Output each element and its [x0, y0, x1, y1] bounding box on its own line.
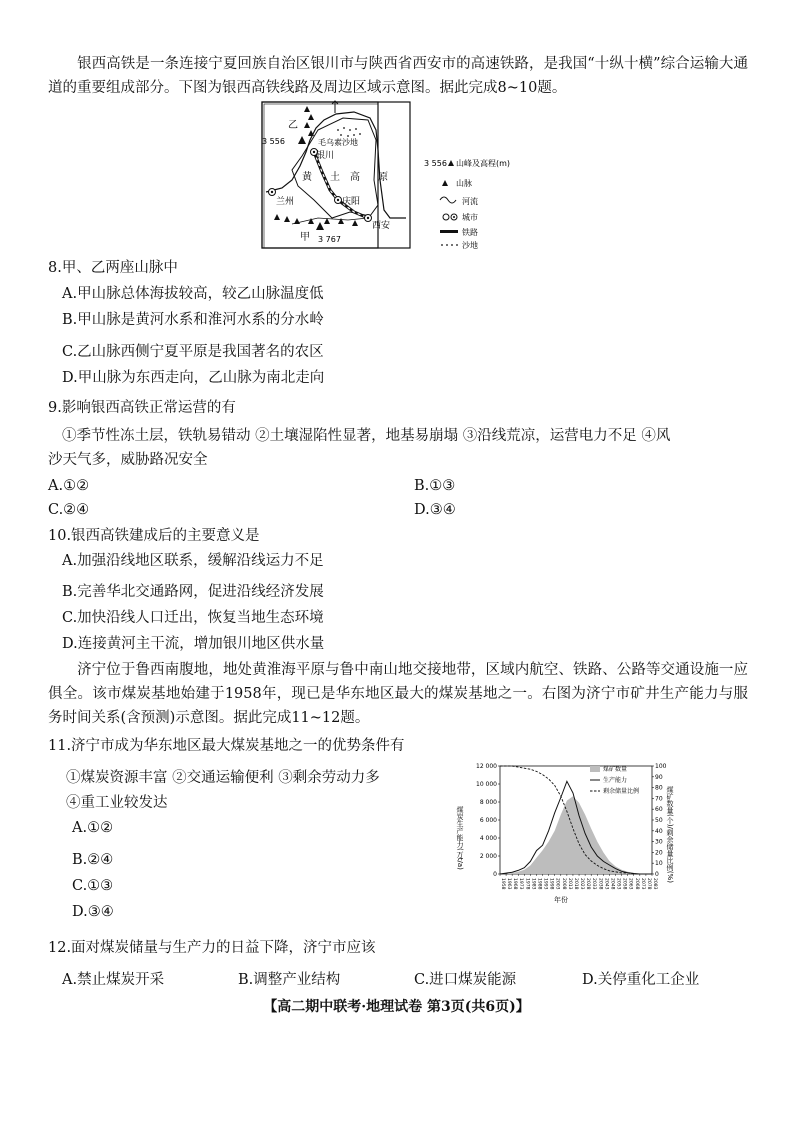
chart-y2tick-label: 30 [655, 838, 663, 846]
legend-city-icon [443, 214, 449, 220]
chart-xtick-label: 2053 [615, 878, 621, 890]
chart-y2tick-label: 60 [655, 806, 663, 814]
label-tu: 土 [330, 172, 340, 183]
chart-xlabel: 年份 [554, 896, 568, 904]
q8-option-c: C.乙山脉西侧宁夏平原是我国著名的农区 [62, 344, 324, 360]
chart-xtick-label: 2008 [560, 878, 566, 890]
label-yinchuan: 银川 [316, 151, 335, 161]
chart-y2tick-label: 70 [655, 795, 663, 803]
desert-dots [337, 127, 361, 137]
chart-xtick-label: 2078 [645, 878, 651, 890]
q10-stem: 10.银西高铁建成后的主要意义是 [48, 528, 260, 544]
chart-ytick-label: 10 000 [476, 781, 497, 788]
chart-y2tick-label: 100 [655, 763, 667, 770]
q10-option-d: D.连接黄河主干流，增加银川地区供水量 [62, 636, 325, 652]
wei-river [292, 218, 368, 224]
q9-items-line1: ①季节性冻土层，铁轨易错动 ②土壤湿陷性显著，地基易崩塌 ③沿线荒凉，运营电力不足 ④风 [62, 428, 671, 444]
label-desert: 毛乌素沙地 [318, 138, 358, 147]
label-huang: 黄 [302, 172, 312, 183]
passage-2: 济宁位于鲁西南腹地，地处黄淮海平原与鲁中南山地交接地带，区域内航空、铁路、公路等交通设施一应俱全。该市煤炭基地始建于1958年，现已是华东地区最大的煤炭基地之一。右图为济宁市矿井生产能力与服务时间关系(含预测)示意图。据此完成11~12题。 [48, 662, 748, 726]
chart-ylabel: 煤炭生产能力(万t/a) [456, 806, 464, 870]
legend-peak-icon [448, 160, 454, 166]
q8-option-d: D.甲山脉为东西走向，乙山脉为南北走向 [62, 370, 325, 386]
q9-option-c: C.②④ [48, 502, 90, 518]
chart-xtick-label: 2043 [603, 878, 609, 890]
chart-xtick-label: 1983 [530, 878, 536, 890]
north-arrow-icon [332, 101, 338, 113]
svg-text:铁路: 铁路 [462, 228, 478, 237]
svg-text:沙地: 沙地 [462, 241, 478, 250]
chart-xtick-label: 2063 [627, 878, 633, 890]
q12-option-a: A.禁止煤炭开采 [62, 972, 165, 988]
chart-xtick-label: 2003 [554, 878, 560, 890]
q10-option-b: B.完善华北交通路网，促进沿线经济发展 [62, 584, 324, 600]
q11-option-b: B.②④ [72, 852, 114, 868]
q9-option-a: A.①② [48, 478, 90, 494]
legend-desert-icon [441, 244, 458, 246]
label-peak-yi: 3 556 [262, 137, 285, 146]
q9-items-line2: 沙天气多，威胁路况安全 [48, 452, 208, 468]
chart-y2tick-label: 90 [655, 773, 663, 781]
q11-items-line1: ①煤炭资源丰富 ②交通运输便利 ③剩余劳动力多 [66, 770, 380, 786]
label-lanzhou: 兰州 [276, 197, 295, 207]
chart-xtick-label: 1968 [512, 878, 518, 890]
chart-ytick-label: 4 000 [479, 835, 497, 842]
q11-option-d: D.③④ [72, 904, 114, 920]
q12-option-d: D.关停重化工企业 [582, 972, 700, 988]
mountain-yi-icon [304, 106, 314, 136]
chart-y2label: 煤矿数量(个)/剩余储量比例(%) [666, 786, 674, 883]
chart-xtick-label: 1978 [524, 878, 530, 890]
label-gao: 高 [350, 172, 360, 183]
chart-xtick-label: 1993 [542, 878, 548, 890]
q12-stem: 12.面对煤炭储量与生产力的日益下降，济宁市应该 [48, 940, 376, 956]
chart-y2tick-label: 20 [655, 849, 663, 857]
svg-text:山脉: 山脉 [456, 179, 472, 188]
q9-stem: 9.影响银西高铁正常运营的有 [48, 400, 236, 416]
plateau-outline [292, 118, 378, 218]
page-footer: 【高二期中联考·地理试卷 第3页(共6页)】 [263, 999, 530, 1015]
chart-y2tick-label: 80 [655, 784, 663, 792]
q8-stem: 8.甲、乙两座山脉中 [48, 260, 178, 276]
q11-items-line2: ④重工业较发达 [66, 795, 168, 811]
legend-river-icon [440, 197, 456, 203]
legend-swatch-mine-count [590, 766, 600, 772]
chart-xtick-label: 2048 [609, 878, 615, 890]
chart-y2tick-label: 10 [655, 860, 663, 868]
chart-xtick-label: 2073 [639, 878, 645, 890]
label-jia: 甲 [300, 232, 310, 243]
map-legend [424, 158, 510, 250]
legend-label-mine-count: 煤矿数量 [603, 766, 628, 773]
q12-option-b: B.调整产业结构 [238, 972, 341, 988]
chart-ytick-label: 8 000 [479, 799, 497, 806]
label-qingyang: 庆阳 [342, 197, 361, 207]
chart-xtick-label: 2028 [585, 878, 591, 890]
chart-xtick-label: 1998 [548, 878, 554, 890]
chart-ytick-label: 6 000 [479, 817, 497, 824]
chart-xtick-label: 2058 [621, 878, 627, 890]
chart-y2tick-label: 50 [655, 817, 663, 824]
legend-railway-icon [440, 230, 458, 233]
svg-text:山峰及高程(m): 山峰及高程(m) [456, 159, 511, 168]
q11-option-c: C.①③ [72, 878, 114, 894]
chart-ytick-label: 12 000 [476, 763, 497, 770]
legend-label-capacity: 生产能力 [603, 777, 628, 784]
chart-xtick-label: 2018 [572, 878, 578, 890]
q9-option-b: B.①③ [414, 478, 456, 494]
passage-1: 银西高铁是一条连接宁夏回族自治区银川市与陕西省西安市的高速铁路，是我国“十纵十横”综合运输大通道的重要组成部分。下图为银西高铁线路及周边区域示意图。据此完成8~10题。 [48, 56, 748, 96]
label-xian: 西安 [372, 221, 391, 231]
chart-ytick-label: 0 [493, 871, 497, 878]
q8-option-a: A.甲山脉总体海拔较高，较乙山脉温度低 [62, 286, 324, 302]
q11-option-a: A.①② [72, 820, 114, 836]
label-yi: 乙 [288, 120, 298, 131]
svg-text:河流: 河流 [462, 197, 478, 206]
legend-mountain-icon [442, 180, 448, 186]
chart-y2tick-label: 40 [655, 827, 663, 835]
chart-xtick-label: 2023 [579, 878, 585, 890]
legend-label-reserve: 剩余储量比例 [603, 788, 640, 795]
svg-text:3 556: 3 556 [424, 159, 447, 168]
svg-text:城市: 城市 [462, 213, 478, 222]
peak-jia-icon [316, 222, 324, 230]
chart-xtick-label: 2013 [566, 878, 572, 890]
chart-ytick-label: 2 000 [479, 853, 497, 860]
q9-option-d: D.③④ [414, 502, 456, 518]
chart-xtick-label: 2083 [652, 878, 657, 890]
series-area-mine-count [500, 796, 652, 874]
rail-map-figure [258, 100, 538, 250]
q10-option-a: A.加强沿线地区联系，缓解沿线运力不足 [62, 553, 324, 569]
chart-xtick-label: 1963 [506, 878, 512, 890]
q11-stem: 11.济宁市成为华东地区最大煤炭基地之一的优势条件有 [48, 738, 405, 754]
q10-option-c: C.加快沿线人口迁出，恢复当地生态环境 [62, 610, 324, 626]
label-yuan: 原 [378, 172, 388, 183]
chart-xtick-label: 2038 [597, 878, 603, 890]
peak-yi-icon [298, 136, 306, 144]
chart-xtick-label: 1958 [500, 878, 505, 890]
chart-xtick-label: 1988 [536, 878, 542, 890]
q12-option-c: C.进口煤炭能源 [414, 972, 517, 988]
q8-option-b: B.甲山脉是黄河水系和淮河水系的分水岭 [62, 312, 324, 328]
chart-xtick-label: 2068 [633, 878, 639, 890]
chart-y2tick-label: 0 [655, 871, 659, 878]
chart-xtick-label: 2033 [591, 878, 597, 890]
label-peak-jia: 3 767 [318, 235, 341, 244]
coal-mine-chart [450, 756, 680, 904]
chart-xtick-label: 1973 [518, 878, 524, 890]
